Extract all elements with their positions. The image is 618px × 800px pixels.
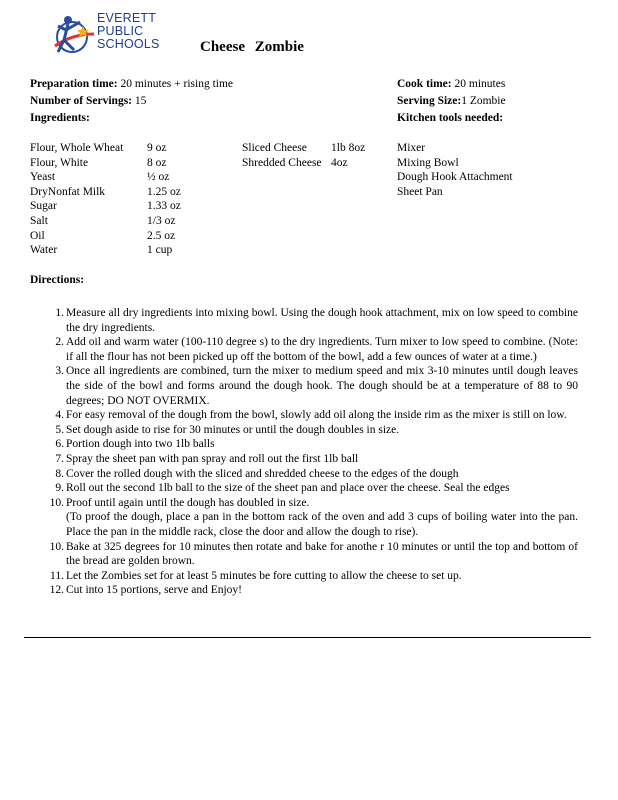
- step-text: Portion dough into two 1lb balls: [66, 438, 215, 451]
- ingredients-left-names: [30, 141, 123, 258]
- cook-time: [397, 78, 505, 90]
- step-number: 8.: [55, 467, 64, 480]
- ingredient-name: Shredded Cheese: [242, 156, 322, 169]
- ingredient-name: Sugar: [30, 200, 57, 213]
- ingredient-amount: 4oz: [331, 156, 348, 169]
- ingredient-name: Oil: [30, 229, 45, 242]
- servings: [30, 95, 146, 107]
- tool-item: Dough Hook Attachment: [397, 171, 513, 184]
- ingredient-name: Sliced Cheese: [242, 142, 307, 154]
- serving-size-label: Serving Size:: [397, 95, 462, 107]
- ingredient-name: Water: [30, 244, 58, 257]
- direction-step: [55, 364, 578, 408]
- direction-step: [55, 306, 578, 335]
- cook-time-value: 20 minutes: [454, 78, 506, 90]
- step-number: 1.: [55, 307, 64, 319]
- step-text: Cut into 15 portions, serve and Enjoy!: [66, 584, 242, 597]
- step-text: Set dough aside to rise for 30 minutes or until the dough doubles in size.: [66, 423, 400, 436]
- direction-step: [55, 467, 578, 482]
- step-text: Once all ingredients are combined, turn the mixer to medium speed and mix 3-10 minutes until dough leaves the side of the bowl and forms around the dough hook. The dough should be at a temperature of 88 to 90 degrees; DO NOT OVERMIX.: [66, 365, 578, 407]
- ingredients-right-names: [242, 141, 322, 170]
- recipe-title: Cheese Zombie: [200, 39, 304, 55]
- prep-time: [30, 78, 233, 90]
- step-text: For easy removal of the dough from the bowl, slowly add oil along the inside rim as the mixer is still on low.: [66, 409, 567, 422]
- ingredient-amount: 1.33 oz: [147, 200, 181, 213]
- direction-step: [55, 481, 578, 496]
- logo-line-1: EVERETT: [97, 11, 157, 25]
- ingredients-left-amounts: [147, 141, 181, 258]
- step-text: Let the Zombies set for at least 5 minutes be fore cutting to allow the cheese to set up.: [66, 569, 462, 582]
- tool-item: Mixing Bowl: [397, 156, 459, 169]
- ingredient-name: Flour, White: [30, 156, 89, 169]
- step-number: 3.: [55, 365, 64, 378]
- ingredient-name: Yeast: [30, 171, 56, 184]
- step-text: Bake at 325 degrees for 10 minutes then rotate and bake for anothe r 10 minutes or until the top and bottom of the bread are golden brown.: [66, 540, 578, 568]
- serving-size-value: 1 Zombie: [461, 95, 506, 107]
- step-number: 11.: [50, 569, 64, 582]
- logo-line-2: PUBLIC: [97, 24, 144, 38]
- ingredient-amount: 8 oz: [147, 156, 167, 169]
- step-text: Add oil and warm water (100-110 degree s) to the dry ingredients. Turn mixer to low speed to combine. (Note: if all the flour has not been picked up off the bottom of the bowl, add a few ounces of water at a time.): [66, 336, 578, 363]
- step-text: Roll out the second 1lb ball to the size of the sheet pan and place over the cheese. Seal the edges: [66, 482, 510, 495]
- step-number: 4.: [55, 409, 64, 422]
- tool-item: Mixer: [397, 142, 426, 154]
- step-number: 2.: [55, 336, 64, 349]
- step-number: 12.: [49, 584, 64, 597]
- ingredient-name: Salt: [30, 214, 48, 227]
- ingredient-amount: 2.5 oz: [147, 229, 176, 242]
- step-number: 10.: [49, 496, 64, 509]
- step-text: Spray the sheet pan with pan spray and roll out the first 1lb ball: [66, 452, 359, 465]
- cook-time-label: Cook time:: [397, 78, 452, 90]
- direction-step: [50, 569, 578, 584]
- step-text: Measure all dry ingredients into mixing bowl. Using the dough hook attachment, mix on low speed to combine the dry ingredients.: [66, 307, 578, 334]
- ingredient-name: DryNonfat Milk: [30, 185, 106, 198]
- directions-heading: Directions:: [30, 274, 85, 286]
- direction-step: [55, 452, 578, 467]
- ingredient-name: Flour, Whole Wheat: [30, 142, 124, 154]
- step-number: 10.: [49, 540, 64, 553]
- direction-step: [55, 408, 578, 423]
- direction-step: [55, 335, 578, 364]
- prep-time-label: Preparation time:: [30, 78, 118, 90]
- ingredient-amount: 1 cup: [147, 244, 173, 257]
- ingredient-amount: ½ oz: [147, 171, 170, 184]
- ingredient-amount: 1.25 oz: [147, 185, 181, 198]
- direction-step: [55, 437, 578, 452]
- logo-figure-icon: [50, 10, 100, 60]
- serving-size: [397, 95, 506, 107]
- step-text: Cover the rolled dough with the sliced and shredded cheese to the edges of the dough: [66, 467, 459, 480]
- direction-step: [49, 540, 578, 569]
- step-text: Proof until again until the dough has doubled in size.: [66, 496, 310, 509]
- ingredients-right-amounts: [331, 141, 365, 170]
- direction-step: [49, 496, 578, 511]
- bottom-divider: [24, 637, 591, 638]
- step-number: 6.: [55, 438, 64, 451]
- ingredient-amount: 1lb 8oz: [331, 142, 366, 154]
- logo-line-3: SCHOOLS: [97, 37, 160, 51]
- prep-time-value: 20 minutes + rising time: [120, 78, 234, 90]
- directions-list: [49, 306, 578, 598]
- step-number: 5.: [55, 423, 64, 436]
- direction-step: [49, 583, 578, 598]
- direction-step: [55, 423, 578, 438]
- servings-label: Number of Servings:: [30, 95, 133, 107]
- kitchen-tools-list: [397, 141, 513, 199]
- servings-value: 15: [134, 95, 147, 107]
- ingredient-amount: 1/3 oz: [147, 214, 176, 227]
- ingredients-heading: Ingredients:: [30, 112, 90, 124]
- ingredient-amount: 9 oz: [147, 142, 167, 154]
- logo-text: [97, 12, 160, 51]
- direction-step-note: [66, 510, 578, 539]
- step-number: 7.: [55, 452, 64, 465]
- tool-item: Sheet Pan: [397, 185, 443, 198]
- step-text: (To proof the dough, place a pan in the bottom rack of the oven and add 3 cups of boiling water into the pan. Place the pan in the middle rack, close the door and allow the dough to rise).: [66, 511, 578, 538]
- step-number: 9.: [55, 482, 64, 495]
- kitchen-tools-heading: Kitchen tools needed:: [397, 112, 504, 124]
